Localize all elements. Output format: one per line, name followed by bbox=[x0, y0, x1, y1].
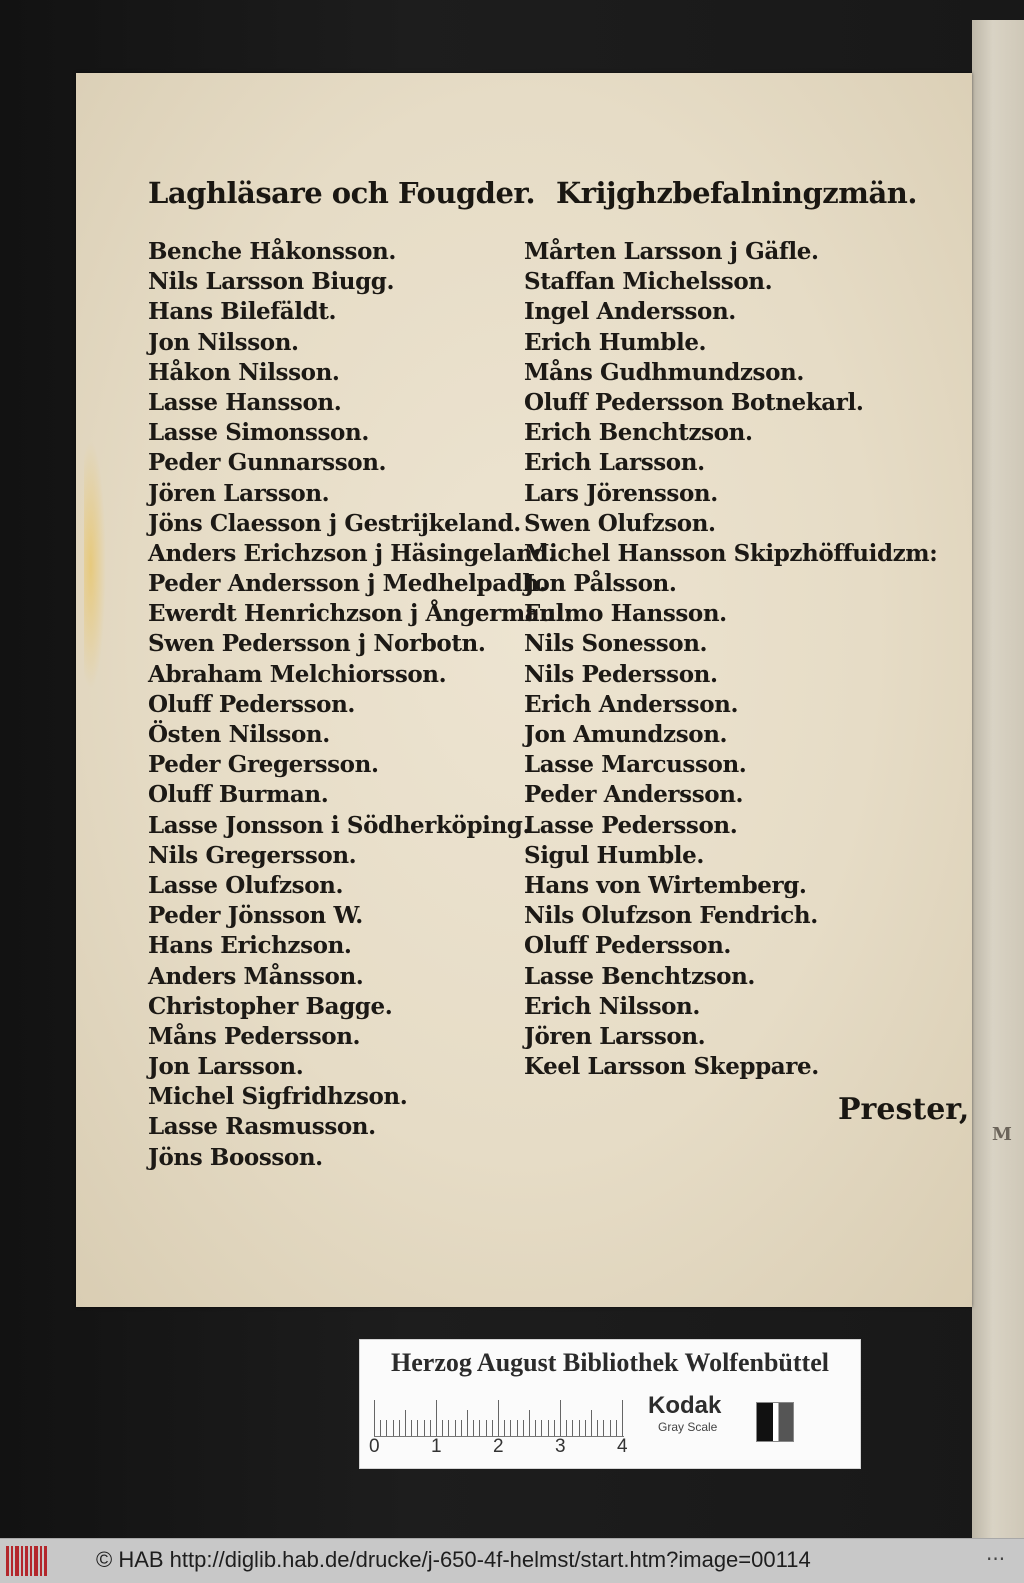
name-entry: Peder Gunnarsson. bbox=[148, 449, 387, 477]
name-entry: Erich Larsson. bbox=[524, 449, 705, 477]
gray-scale-swatch bbox=[756, 1402, 794, 1442]
name-entry: Nils Gregersson. bbox=[148, 841, 357, 869]
ruler-tick bbox=[510, 1420, 511, 1436]
ruler-tick bbox=[442, 1420, 443, 1436]
ruler-tick bbox=[572, 1420, 573, 1436]
name-entry: Jon Larsson. bbox=[148, 1053, 304, 1081]
right-column bbox=[524, 165, 944, 1082]
ruler-tick bbox=[616, 1420, 617, 1436]
name-entry: Lasse Marcusson. bbox=[524, 751, 747, 779]
name-entry: Lasse Olufzson. bbox=[148, 871, 344, 899]
name-entry: Jören Larsson. bbox=[524, 1022, 706, 1050]
name-entry: Nils Pedersson. bbox=[524, 660, 718, 688]
ruler-tick bbox=[436, 1400, 437, 1436]
ruler-tick bbox=[504, 1420, 505, 1436]
name-entry: Jon Amundzson. bbox=[524, 721, 728, 748]
ruler-tick bbox=[523, 1420, 524, 1436]
name-entry: Lasse Benchtzson. bbox=[524, 962, 756, 990]
name-entry: Lasse Pedersson. bbox=[524, 811, 738, 839]
name-entry: Jöns Claesson j Gestrijkeland. bbox=[148, 509, 521, 537]
copyright-url[interactable]: © HAB http://diglib.hab.de/drucke/j-650-4f-helmst/start.htm?image=00114 bbox=[96, 1547, 811, 1572]
left-column-heading: Laghläsare och Fougder. bbox=[148, 176, 536, 210]
ruler-tick bbox=[492, 1420, 493, 1436]
ruler-tick bbox=[498, 1400, 499, 1436]
ruler-tick bbox=[399, 1420, 400, 1436]
ruler-label: 4 bbox=[617, 1436, 628, 1457]
name-entry: Jören Larsson. bbox=[148, 479, 330, 507]
ruler-tick bbox=[541, 1420, 542, 1436]
name-entry: Måns Gudhmundzson. bbox=[524, 358, 804, 386]
ruler-tick bbox=[585, 1420, 586, 1436]
name-entry: Sigul Humble. bbox=[524, 841, 704, 869]
name-entry: Abraham Melchiorsson. bbox=[148, 660, 447, 688]
ruler-tick bbox=[479, 1420, 480, 1436]
kodak-logo: Kodak bbox=[648, 1392, 722, 1419]
name-entry: Benche Håkonsson. bbox=[148, 238, 396, 265]
name-entry: Swen Pedersson j Norbotn. bbox=[148, 630, 486, 658]
ruler-tick bbox=[411, 1420, 412, 1436]
name-entry: Michel Hansson Skipzhöffuidzm: bbox=[524, 539, 938, 567]
ruler-tick bbox=[548, 1420, 549, 1436]
ruler-tick bbox=[424, 1420, 425, 1436]
name-entry: Oluff Pedersson Botnekarl. bbox=[524, 388, 864, 416]
ruler-tick bbox=[430, 1420, 431, 1436]
ruler-tick bbox=[610, 1420, 611, 1436]
ruler-tick bbox=[603, 1420, 604, 1436]
status-bar bbox=[0, 1538, 1024, 1583]
name-entry: Hans von Wirtemberg. bbox=[524, 871, 807, 899]
ruler-label: 2 bbox=[493, 1436, 504, 1457]
ruler-tick bbox=[374, 1400, 375, 1436]
name-entry: Lasse Hansson. bbox=[148, 388, 342, 416]
name-entry: Lasse Jonsson i Södherköping. bbox=[148, 811, 531, 839]
color-calibration-card bbox=[359, 1339, 861, 1469]
name-entry: Michel Sigfridhzson. bbox=[148, 1083, 408, 1111]
name-entry: Jon Pålsson. bbox=[524, 570, 677, 598]
name-entry: Fulmo Hansson. bbox=[524, 600, 727, 628]
name-entry: Peder Gregersson. bbox=[148, 751, 379, 779]
catchword: Prester, bbox=[838, 1092, 970, 1127]
name-entry: Erich Nilsson. bbox=[524, 992, 700, 1020]
name-entry: Hans Bilefäldt. bbox=[148, 298, 337, 326]
ruler-tick bbox=[405, 1410, 406, 1436]
ruler-tick bbox=[560, 1400, 561, 1436]
name-entry: Peder Andersson. bbox=[524, 781, 744, 809]
name-entry: Ewerdt Henrichzson j Ångermanl: bbox=[148, 600, 573, 628]
name-entry: Peder Jönsson W. bbox=[148, 902, 363, 930]
ruler-tick bbox=[597, 1420, 598, 1436]
ruler-tick bbox=[417, 1420, 418, 1436]
ruler-tick bbox=[622, 1400, 623, 1436]
name-entry: Erich Benchtzson. bbox=[524, 419, 753, 447]
name-entry: Jon Nilsson. bbox=[148, 328, 299, 356]
name-entry: Peder Andersson j Medhelpadh. bbox=[148, 570, 547, 598]
ruler-tick bbox=[566, 1420, 567, 1436]
ruler-tick bbox=[486, 1420, 487, 1436]
name-entry: Swen Olufzson. bbox=[524, 509, 716, 537]
name-entry: Oluff Pedersson. bbox=[524, 932, 732, 960]
name-entry: Erich Andersson. bbox=[524, 690, 739, 718]
ruler-tick bbox=[393, 1420, 394, 1436]
name-entry: Nils Sonesson. bbox=[524, 630, 708, 658]
left-name-list bbox=[148, 237, 573, 1173]
adjacent-page-fragment: M bbox=[992, 1124, 1012, 1145]
name-entry: Östen Nilsson. bbox=[148, 721, 330, 748]
ruler-tick bbox=[455, 1420, 456, 1436]
name-entry: Håkon Nilsson. bbox=[148, 358, 340, 386]
ruler-tick bbox=[554, 1420, 555, 1436]
name-entry: Lasse Rasmusson. bbox=[148, 1113, 376, 1141]
more-icon[interactable]: ··· bbox=[986, 1547, 1006, 1571]
left-column bbox=[148, 165, 573, 1173]
name-entry: Anders Erichzson j Häsingeland. bbox=[148, 539, 556, 567]
ruler-tick bbox=[535, 1420, 536, 1436]
name-entry: Nils Olufzson Fendrich. bbox=[524, 902, 818, 930]
name-entry: Måns Pedersson. bbox=[148, 1022, 361, 1050]
scale-ruler bbox=[374, 1398, 624, 1437]
name-entry: Ingel Andersson. bbox=[524, 298, 736, 326]
name-entry: Christopher Bagge. bbox=[148, 992, 393, 1020]
name-entry: Oluff Burman. bbox=[148, 781, 329, 809]
right-column-heading: Krijghzbefalningzmän. bbox=[556, 176, 917, 210]
adjacent-page-edge bbox=[972, 20, 1024, 1538]
name-entry: Lasse Simonsson. bbox=[148, 419, 369, 447]
name-entry: Nils Larsson Biugg. bbox=[148, 268, 395, 296]
name-entry: Lars Jörensson. bbox=[524, 479, 718, 507]
name-entry: Oluff Pedersson. bbox=[148, 690, 356, 718]
name-entry: Jöns Boosson. bbox=[148, 1143, 323, 1171]
ruler-tick bbox=[448, 1420, 449, 1436]
ruler-tick bbox=[473, 1420, 474, 1436]
name-entry: Erich Humble. bbox=[524, 328, 707, 356]
hab-logo-icon bbox=[6, 1546, 48, 1576]
ruler-label: 1 bbox=[431, 1436, 442, 1457]
right-name-list bbox=[524, 237, 944, 1082]
ruler-tick bbox=[461, 1420, 462, 1436]
ruler-tick bbox=[517, 1420, 518, 1436]
ruler-label: 0 bbox=[369, 1436, 380, 1457]
name-entry: Mårten Larsson j Gäfle. bbox=[524, 238, 819, 265]
ruler-label: 3 bbox=[555, 1436, 566, 1457]
library-name: Herzog August Bibliothek Wolfenbüttel bbox=[391, 1348, 829, 1377]
ruler-tick bbox=[579, 1420, 580, 1436]
name-entry: Staffan Michelsson. bbox=[524, 268, 773, 296]
ruler-tick bbox=[467, 1410, 468, 1436]
name-entry: Anders Månsson. bbox=[148, 962, 364, 990]
ruler-tick bbox=[529, 1410, 530, 1436]
ruler-tick bbox=[591, 1410, 592, 1436]
ruler-tick bbox=[380, 1420, 381, 1436]
name-entry: Keel Larsson Skeppare. bbox=[524, 1053, 819, 1081]
gray-scale-label: Gray Scale bbox=[658, 1420, 718, 1434]
name-entry: Hans Erichzson. bbox=[148, 932, 352, 960]
ruler-tick bbox=[386, 1420, 387, 1436]
paper-stain bbox=[84, 440, 106, 690]
